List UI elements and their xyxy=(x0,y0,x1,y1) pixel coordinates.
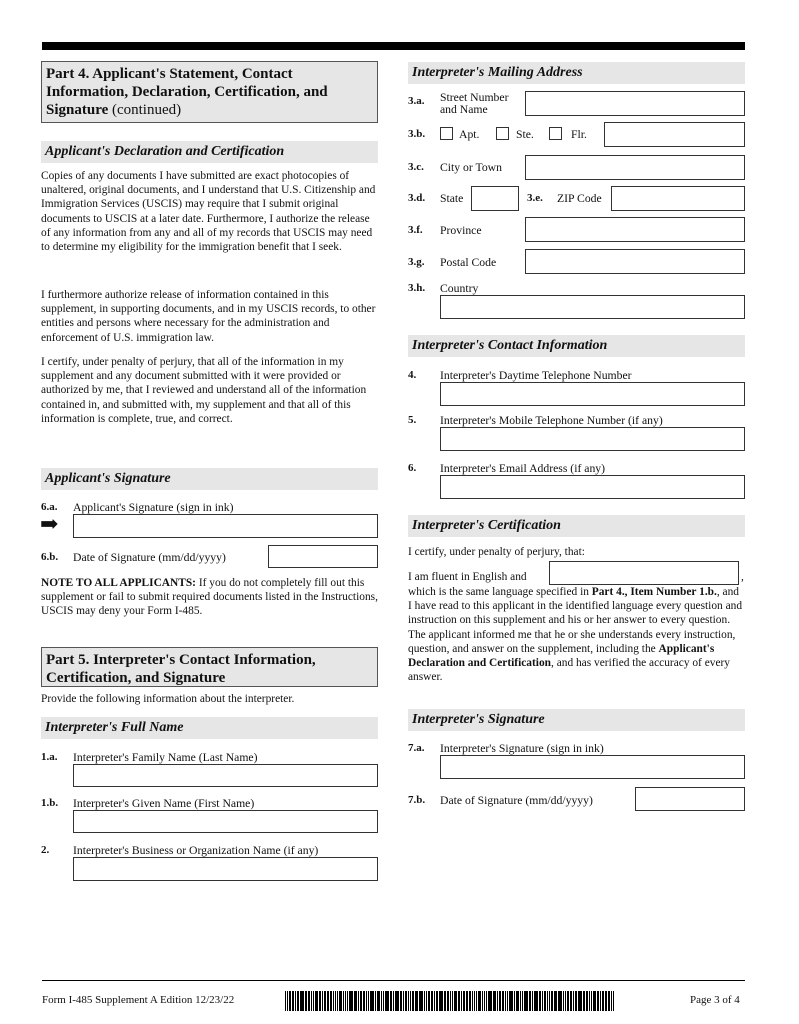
item-1b-number: 1.b. xyxy=(41,797,59,809)
item-3a-label: Street Number and Name xyxy=(440,91,509,116)
ste-checkbox[interactable] xyxy=(496,127,509,140)
barcode-bar xyxy=(424,991,425,1011)
barcode-bar xyxy=(542,991,543,1011)
barcode-bar xyxy=(415,991,418,1011)
item-6a-label: Applicant's Signature (sign in ink) xyxy=(73,501,234,514)
footer-rule xyxy=(42,980,745,981)
barcode-bar xyxy=(335,991,336,1011)
barcode-bar xyxy=(431,991,433,1011)
arrow-icon: ➡ xyxy=(40,511,59,536)
barcode-bar xyxy=(434,991,435,1011)
city-field[interactable] xyxy=(525,155,745,180)
barcode-bar xyxy=(547,991,548,1011)
barcode-bar xyxy=(292,991,294,1011)
footer-page-number: Page 3 of 4 xyxy=(690,994,740,1006)
barcode-bar xyxy=(349,991,353,1011)
barcode-bar xyxy=(419,991,423,1011)
note-text: If you do not completely fill out this supplement or fail to submit required documents listed in the Instructions, USCIS may deny your Form I-485. xyxy=(41,577,378,618)
barcode-bar xyxy=(305,991,307,1011)
fluent-comma: , xyxy=(741,571,744,583)
barcode-bar xyxy=(493,991,496,1011)
note-bold: NOTE TO ALL APPLICANTS: xyxy=(41,577,196,589)
item-3f-label: Province xyxy=(440,224,482,237)
barcode-bar xyxy=(613,991,614,1011)
barcode-bar xyxy=(474,991,475,1011)
barcode-bar xyxy=(461,991,462,1011)
daytime-phone-field[interactable] xyxy=(440,382,745,406)
part4-header xyxy=(41,61,378,123)
barcode-bar xyxy=(333,991,334,1011)
barcode-bar xyxy=(476,991,477,1011)
flr-checkbox[interactable] xyxy=(549,127,562,140)
barcode-bar xyxy=(287,991,288,1011)
part4-title: Part 4. Applicant's Statement, Contact Information, Declaration, Certification, and Signature xyxy=(46,66,328,118)
certification-heading: Interpreter's Certification xyxy=(408,515,745,537)
barcode-bar xyxy=(447,991,449,1011)
item-7b-label: Date of Signature (mm/dd/yyyy) xyxy=(440,794,593,807)
applicant-signature-date-field[interactable] xyxy=(268,545,378,568)
item-3f-number: 3.f. xyxy=(408,224,423,236)
barcode-bar xyxy=(520,991,521,1011)
barcode-bar xyxy=(565,991,566,1011)
barcode-bar xyxy=(567,991,569,1011)
barcode-bar xyxy=(605,991,607,1011)
ste-label: Ste. xyxy=(516,128,534,141)
barcode-bar xyxy=(347,991,348,1011)
mobile-phone-field[interactable] xyxy=(440,427,745,451)
item-6a-number: 6.a. xyxy=(41,501,58,513)
barcode-bar xyxy=(544,991,546,1011)
item-3d-label: State xyxy=(440,192,464,205)
barcode-bar xyxy=(436,991,438,1011)
declaration-heading: Applicant's Declaration and Certification xyxy=(41,141,378,163)
barcode-bar xyxy=(439,991,443,1011)
barcode-bar xyxy=(539,991,541,1011)
barcode-bar xyxy=(563,991,564,1011)
barcode-bar xyxy=(343,991,344,1011)
barcode-bar xyxy=(383,991,384,1011)
unit-number-field[interactable] xyxy=(604,122,745,147)
barcode-bar xyxy=(368,991,369,1011)
full-name-heading: Interpreter's Full Name xyxy=(41,717,378,739)
barcode-bar xyxy=(488,991,492,1011)
apt-label: Apt. xyxy=(459,128,480,141)
family-name-field[interactable] xyxy=(73,764,378,787)
barcode-bar xyxy=(308,991,310,1011)
barcode-bar xyxy=(570,991,572,1011)
barcode-bar xyxy=(412,991,414,1011)
barcode-bar xyxy=(313,991,314,1011)
barcode-bar xyxy=(507,991,508,1011)
part4-continued: (continued) xyxy=(111,102,182,118)
barcode-bar xyxy=(426,991,427,1011)
barcode-bar xyxy=(573,991,574,1011)
item-3e-label: ZIP Code xyxy=(557,192,602,205)
barcode-bar xyxy=(295,991,296,1011)
item-1a-number: 1.a. xyxy=(41,751,58,763)
item-5-number: 5. xyxy=(408,414,417,426)
business-name-field[interactable] xyxy=(73,857,378,881)
part5-header xyxy=(41,647,378,687)
barcode-bar xyxy=(524,991,528,1011)
barcode-bar xyxy=(370,991,374,1011)
certification-text-1: which is the same language specified in xyxy=(408,586,592,598)
interpreter-signature-date-field[interactable] xyxy=(635,787,745,811)
item-4-number: 4. xyxy=(408,369,417,381)
barcode-bar xyxy=(602,991,604,1011)
barcode-bar xyxy=(516,991,519,1011)
barcode-bar xyxy=(522,991,523,1011)
item-1b-label: Interpreter's Given Name (First Name) xyxy=(73,797,255,810)
item-6-number: 6. xyxy=(408,462,417,474)
barcode-bar xyxy=(454,991,457,1011)
barcode-bar xyxy=(551,991,553,1011)
barcode-bar xyxy=(505,991,506,1011)
declaration-p3: I certify, under penalty of perjury, that all of the information in my supplement and any document submitted with it were provided or authorized by me, that I reviewed and understand all of the information contained in, and submitted with, my supplement and that all of this information is complete, true, and correct. xyxy=(41,356,367,425)
barcode-bar xyxy=(469,991,471,1011)
item-3d-number: 3.d. xyxy=(408,192,426,204)
barcode-bar xyxy=(363,991,365,1011)
barcode-bar xyxy=(583,991,585,1011)
note-to-applicants xyxy=(41,576,378,619)
item-7b-number: 7.b. xyxy=(408,794,426,806)
given-name-field[interactable] xyxy=(73,810,378,833)
barcode-bar xyxy=(472,991,473,1011)
certification-text-3: , and has verified the accuracy of every answer. xyxy=(408,657,730,684)
barcode-bar xyxy=(403,991,404,1011)
barcode-bar xyxy=(330,991,332,1011)
item-3a-number: 3.a. xyxy=(408,95,425,107)
barcode-bar xyxy=(390,991,392,1011)
barcode-bar xyxy=(381,991,382,1011)
item-5-label: Interpreter's Mobile Telephone Number (if any) xyxy=(440,414,663,427)
barcode-bar xyxy=(327,991,329,1011)
barcode-bar xyxy=(289,991,291,1011)
barcode-bar xyxy=(408,991,409,1011)
footer-form-edition: Form I-485 Supplement A Edition 12/23/22 xyxy=(42,994,235,1006)
certification-bold-2: Applicant's Declaration and Certification xyxy=(408,642,715,670)
country-field[interactable] xyxy=(440,295,745,319)
barcode-bar xyxy=(600,991,601,1011)
item-1a-label: Interpreter's Family Name (Last Name) xyxy=(73,751,258,764)
barcode-bar xyxy=(458,991,460,1011)
applicant-signature-heading: Applicant's Signature xyxy=(41,468,378,490)
certification-text-2: , and I have read to this applicant in the identified language every question and instruction on this supplement and his or her answer to every question. The applicant informed me that he or she understands every instruction, question, and answer on the supplement, including the xyxy=(408,586,743,655)
barcode-bar xyxy=(410,991,411,1011)
barcode-bar xyxy=(395,991,399,1011)
barcode-bar xyxy=(450,991,451,1011)
barcode-bar xyxy=(345,991,346,1011)
item-3g-number: 3.g. xyxy=(408,256,425,268)
barcode-bar xyxy=(463,991,465,1011)
barcode-bar xyxy=(486,991,487,1011)
barcode-bar xyxy=(549,991,550,1011)
interpreter-signature-field[interactable] xyxy=(440,755,745,779)
barcode-bar xyxy=(405,991,407,1011)
state-field[interactable] xyxy=(471,186,519,211)
certification-bold-1: Part 4., Item Number 1.b. xyxy=(591,586,717,598)
language-field[interactable] xyxy=(549,561,739,585)
barcode-bar xyxy=(285,991,286,1011)
barcode-bar xyxy=(502,991,504,1011)
barcode-bar xyxy=(534,991,538,1011)
barcode-bar xyxy=(400,991,402,1011)
barcode-bar xyxy=(499,991,501,1011)
barcode-bar xyxy=(558,991,562,1011)
barcode-bar xyxy=(466,991,468,1011)
barcode-bar xyxy=(354,991,357,1011)
barcode-bar xyxy=(532,991,533,1011)
flr-label: Flr. xyxy=(571,128,587,141)
barcode-bar xyxy=(597,991,599,1011)
item-7a-number: 7.a. xyxy=(408,742,425,754)
barcode-bar xyxy=(586,991,588,1011)
barcode-bar xyxy=(589,991,590,1011)
barcode-bar xyxy=(375,991,376,1011)
email-field[interactable] xyxy=(440,475,745,499)
province-field[interactable] xyxy=(525,217,745,242)
postal-code-field[interactable] xyxy=(525,249,745,274)
item-3b-number: 3.b. xyxy=(408,128,426,140)
barcode-bar xyxy=(591,991,592,1011)
certification-line1: I certify, under penalty of perjury, that: xyxy=(408,546,585,558)
barcode-bar xyxy=(360,991,362,1011)
item-2-label: Interpreter's Business or Organization Name (if any) xyxy=(73,844,319,857)
part5-intro: Provide the following information about the interpreter. xyxy=(41,693,295,705)
contact-heading: Interpreter's Contact Information xyxy=(408,335,745,357)
barcode-bar xyxy=(554,991,557,1011)
barcode-bar xyxy=(478,991,481,1011)
item-2-number: 2. xyxy=(41,844,50,856)
barcode xyxy=(285,991,625,1011)
barcode-bar xyxy=(497,991,498,1011)
barcode-bar xyxy=(377,991,380,1011)
item-6b-label: Date of Signature (mm/dd/yyyy) xyxy=(73,551,226,564)
fluent-label: I am fluent in English and xyxy=(408,571,527,583)
barcode-bar xyxy=(322,991,323,1011)
declaration-p1: Copies of any documents I have submitted are exact photocopies of unaltered, original documents, and I understand that U.S. Citizenship and Immigration Services (USCIS) may require that I submit original documents to USCIS at a later date. Furthermore, I authorize the release of any information from any and all of my records that USCIS may need to determine my eligibility for the immigration benefit that I seek. xyxy=(41,170,376,254)
barcode-bar xyxy=(575,991,577,1011)
applicant-signature-field[interactable] xyxy=(73,514,378,538)
item-3c-label: City or Town xyxy=(440,161,502,174)
barcode-bar xyxy=(315,991,318,1011)
barcode-bar xyxy=(452,991,453,1011)
barcode-bar xyxy=(578,991,582,1011)
barcode-bar xyxy=(444,991,446,1011)
barcode-bar xyxy=(311,991,312,1011)
barcode-bar xyxy=(300,991,304,1011)
barcode-bar xyxy=(297,991,299,1011)
item-3g-label: Postal Code xyxy=(440,256,497,269)
barcode-bar xyxy=(514,991,515,1011)
barcode-bar xyxy=(482,991,483,1011)
barcode-bar xyxy=(358,991,359,1011)
top-rule xyxy=(42,42,745,50)
item-3h-number: 3.h. xyxy=(408,282,426,294)
part5-title: Part 5. Interpreter's Contact Information, Certification, and Signature xyxy=(46,652,316,686)
barcode-bar xyxy=(366,991,367,1011)
barcode-bar xyxy=(529,991,531,1011)
barcode-bar xyxy=(428,991,430,1011)
barcode-bar xyxy=(509,991,513,1011)
barcode-bar xyxy=(593,991,596,1011)
barcode-bar xyxy=(339,991,342,1011)
barcode-bar xyxy=(393,991,394,1011)
mailing-address-heading: Interpreter's Mailing Address xyxy=(408,62,745,84)
barcode-bar xyxy=(324,991,326,1011)
declaration-p2: I furthermore authorize release of information contained in this supplement, in supporting documents, and in my USCIS records, to other entities and persons where necessary for the administration and enforcement of U.S. immigration law. xyxy=(41,289,376,344)
apt-checkbox[interactable] xyxy=(440,127,453,140)
zip-field[interactable] xyxy=(611,186,745,211)
certification-body xyxy=(408,585,745,684)
interpreter-signature-heading: Interpreter's Signature xyxy=(408,709,745,731)
street-field[interactable] xyxy=(525,91,745,116)
barcode-bar xyxy=(337,991,338,1011)
item-3c-number: 3.c. xyxy=(408,161,424,173)
barcode-bar xyxy=(611,991,612,1011)
barcode-bar xyxy=(484,991,485,1011)
item-7a-label: Interpreter's Signature (sign in ink) xyxy=(440,742,604,755)
item-4-label: Interpreter's Daytime Telephone Number xyxy=(440,369,632,382)
item-6-label: Interpreter's Email Address (if any) xyxy=(440,462,606,475)
item-6b-number: 6.b. xyxy=(41,551,59,563)
barcode-bar xyxy=(319,991,321,1011)
barcode-bar xyxy=(385,991,389,1011)
item-3e-number: 3.e. xyxy=(527,192,543,204)
barcode-bar xyxy=(608,991,610,1011)
item-3h-label: Country xyxy=(440,282,479,295)
